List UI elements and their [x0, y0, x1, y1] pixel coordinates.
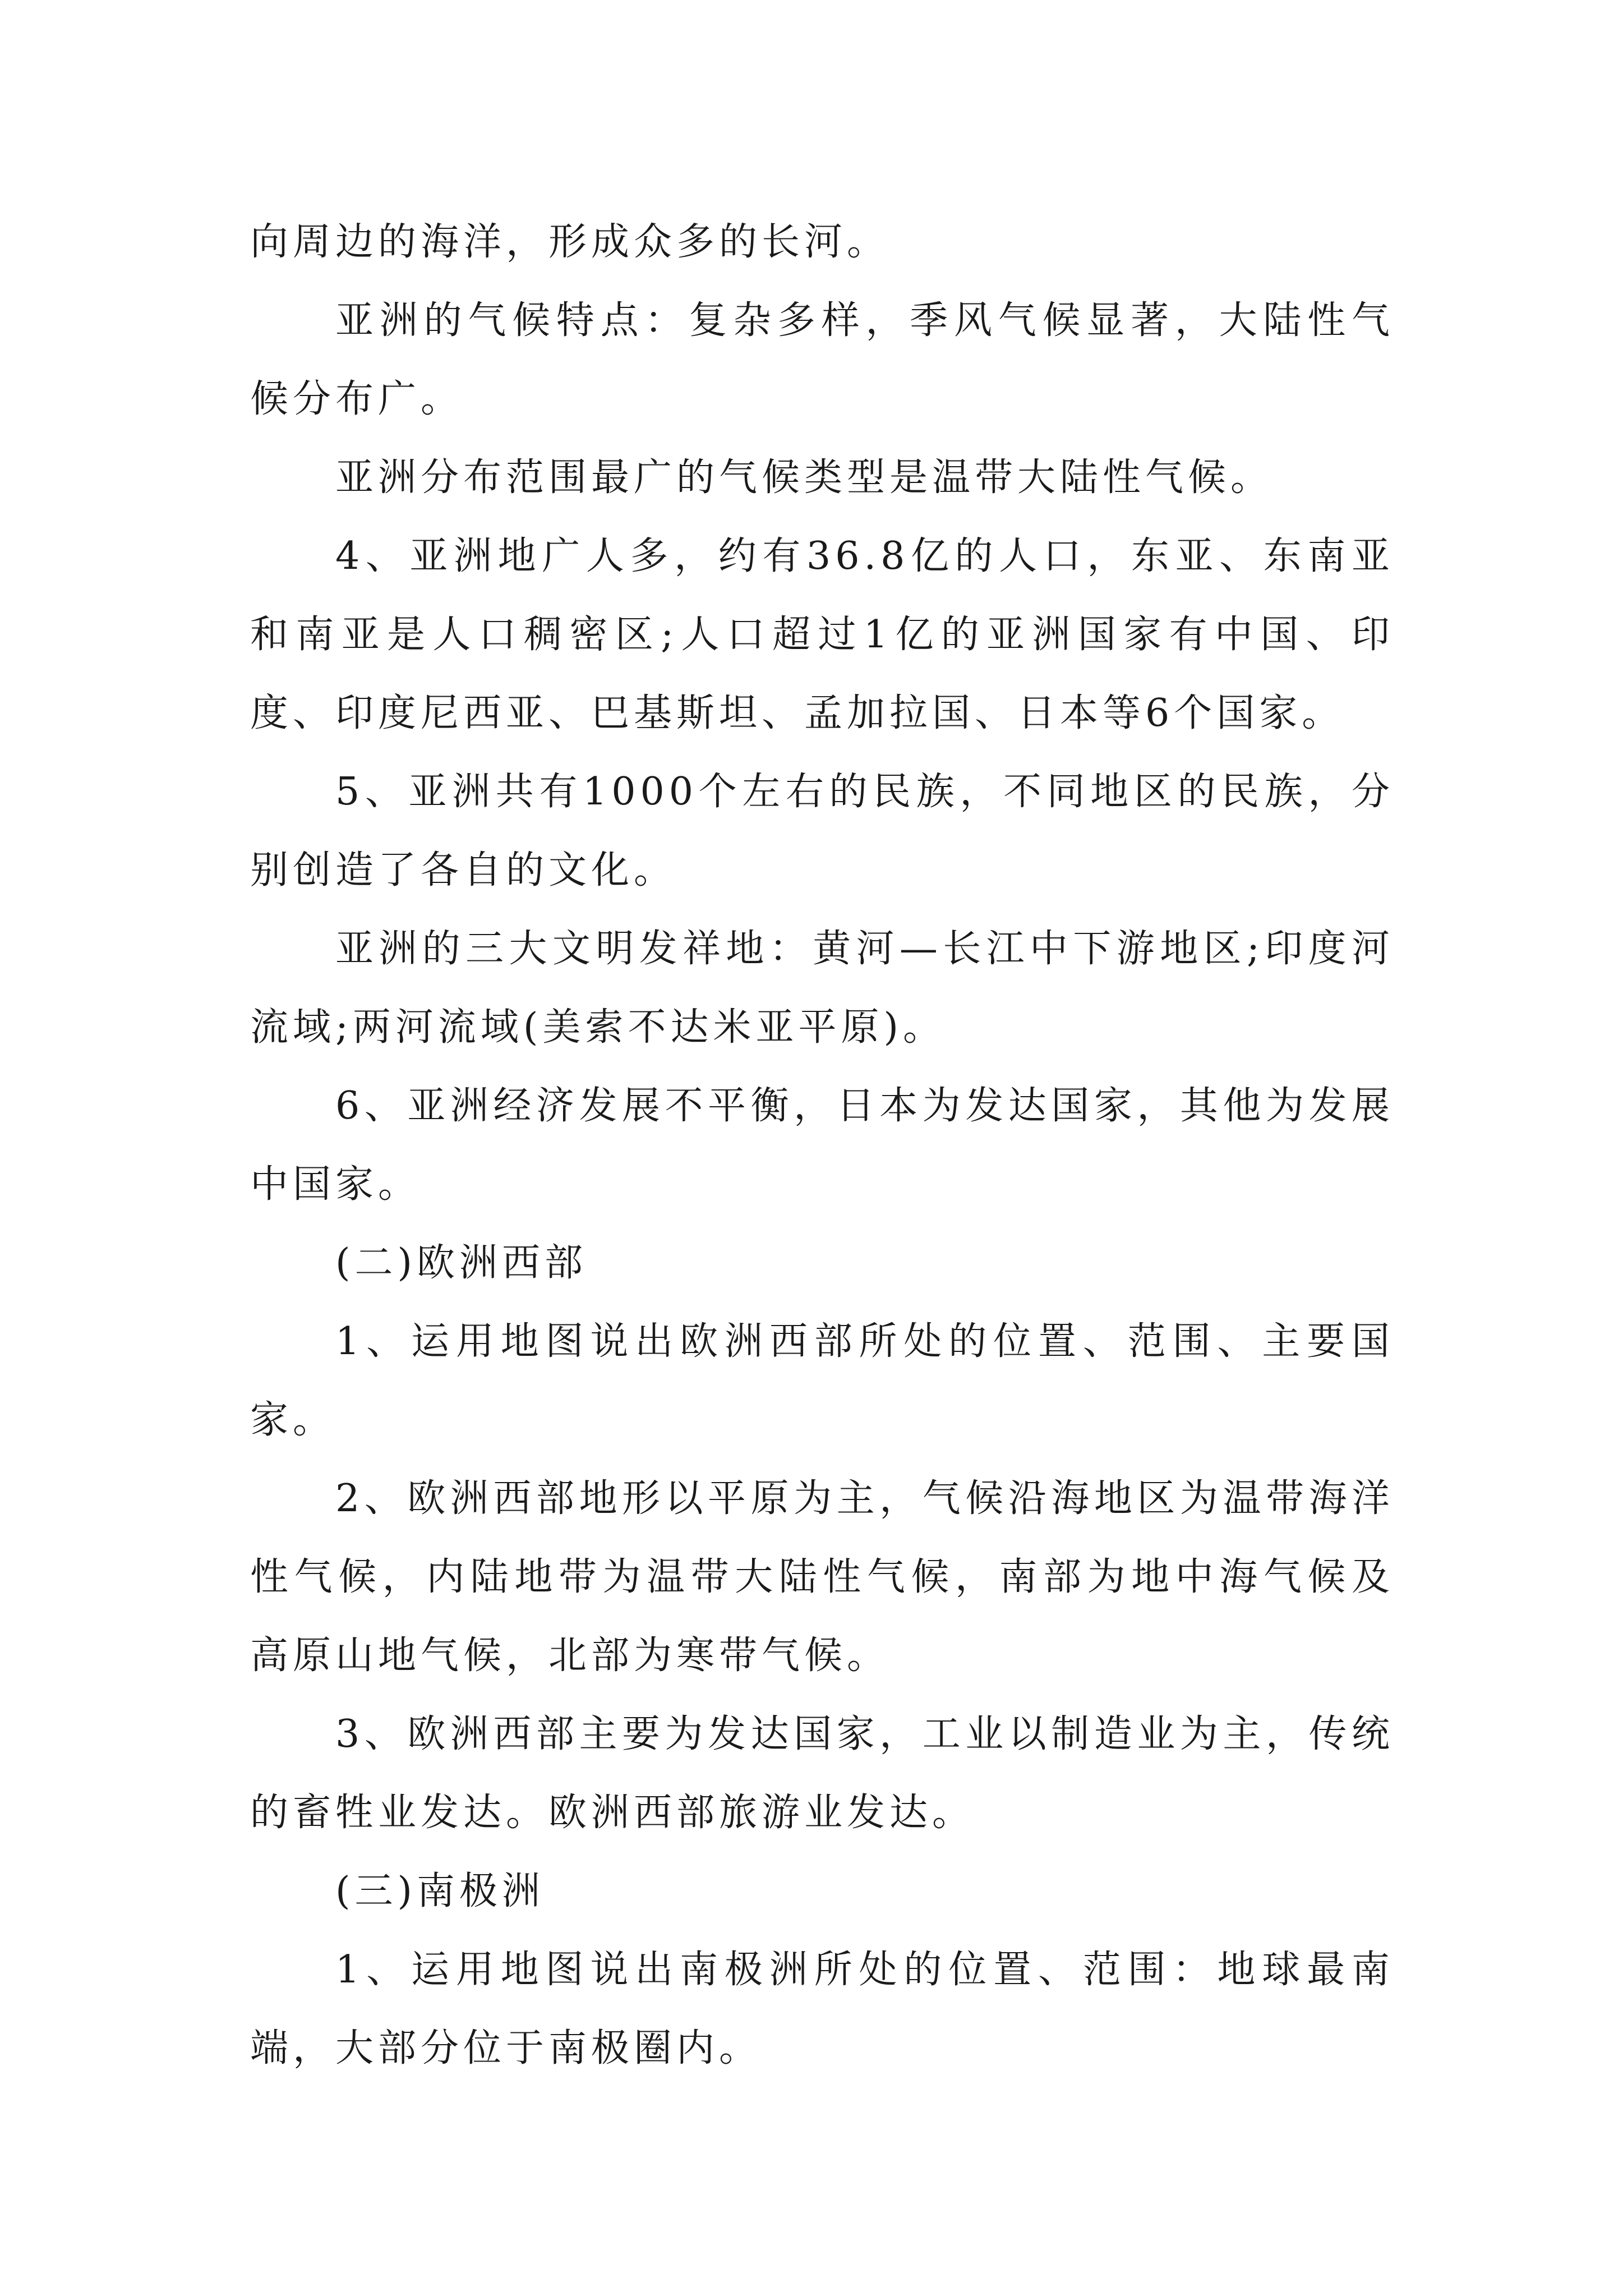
document-body	[250, 203, 1394, 2088]
paragraph-2: 亚洲的气候特点：复杂多样，季风气候显著，大陆性气候分布广。	[250, 298, 1394, 421]
paragraph-10: 2、欧洲西部地形以平原为主，气候沿海地区为温带海洋性气候，内陆地带为温带大陆性气候，南部为地中海气候及高原山地气候，北部为寒带气候。	[250, 1476, 1394, 1678]
section-heading-west-europe: (二)欧洲西部	[335, 1241, 588, 1285]
paragraph-1: 向周边的海洋，形成众多的长河。	[250, 220, 890, 264]
paragraph-7: 6、亚洲经济发展不平衡，日本为发达国家，其他为发展中国家。	[250, 1084, 1394, 1207]
paragraph-5: 5、亚洲共有1000个左右的民族，不同地区的民族，分别创造了各自的文化。	[250, 770, 1394, 892]
paragraph-11: 3、欧洲西部主要为发达国家，工业以制造业为主，传统的畜牲业发达。欧洲西部旅游业发达。	[250, 1712, 1394, 1835]
section-heading-antarctica: (三)南极洲	[335, 1869, 545, 1913]
paragraph-3: 亚洲分布范围最广的气候类型是温带大陆性气候。	[335, 455, 1274, 500]
paragraph-9: 1、运用地图说出欧洲西部所处的位置、范围、主要国家。	[250, 1319, 1394, 1442]
paragraph-13: 1、运用地图说出南极洲所处的位置、范围：地球最南端，大部分位于南极圈内。	[250, 1948, 1394, 2070]
paragraph-6: 亚洲的三大文明发祥地：黄河—长江中下游地区;印度河流域;两河流域(美索不达米亚平原)。	[250, 927, 1394, 1050]
paragraph-4: 4、亚洲地广人多，约有36.8亿的人口，东亚、东南亚和南亚是人口稠密区;人口超过1亿的亚洲国家有中国、印度、印度尼西亚、巴基斯坦、孟加拉国、日本等6个国家。	[250, 534, 1394, 735]
